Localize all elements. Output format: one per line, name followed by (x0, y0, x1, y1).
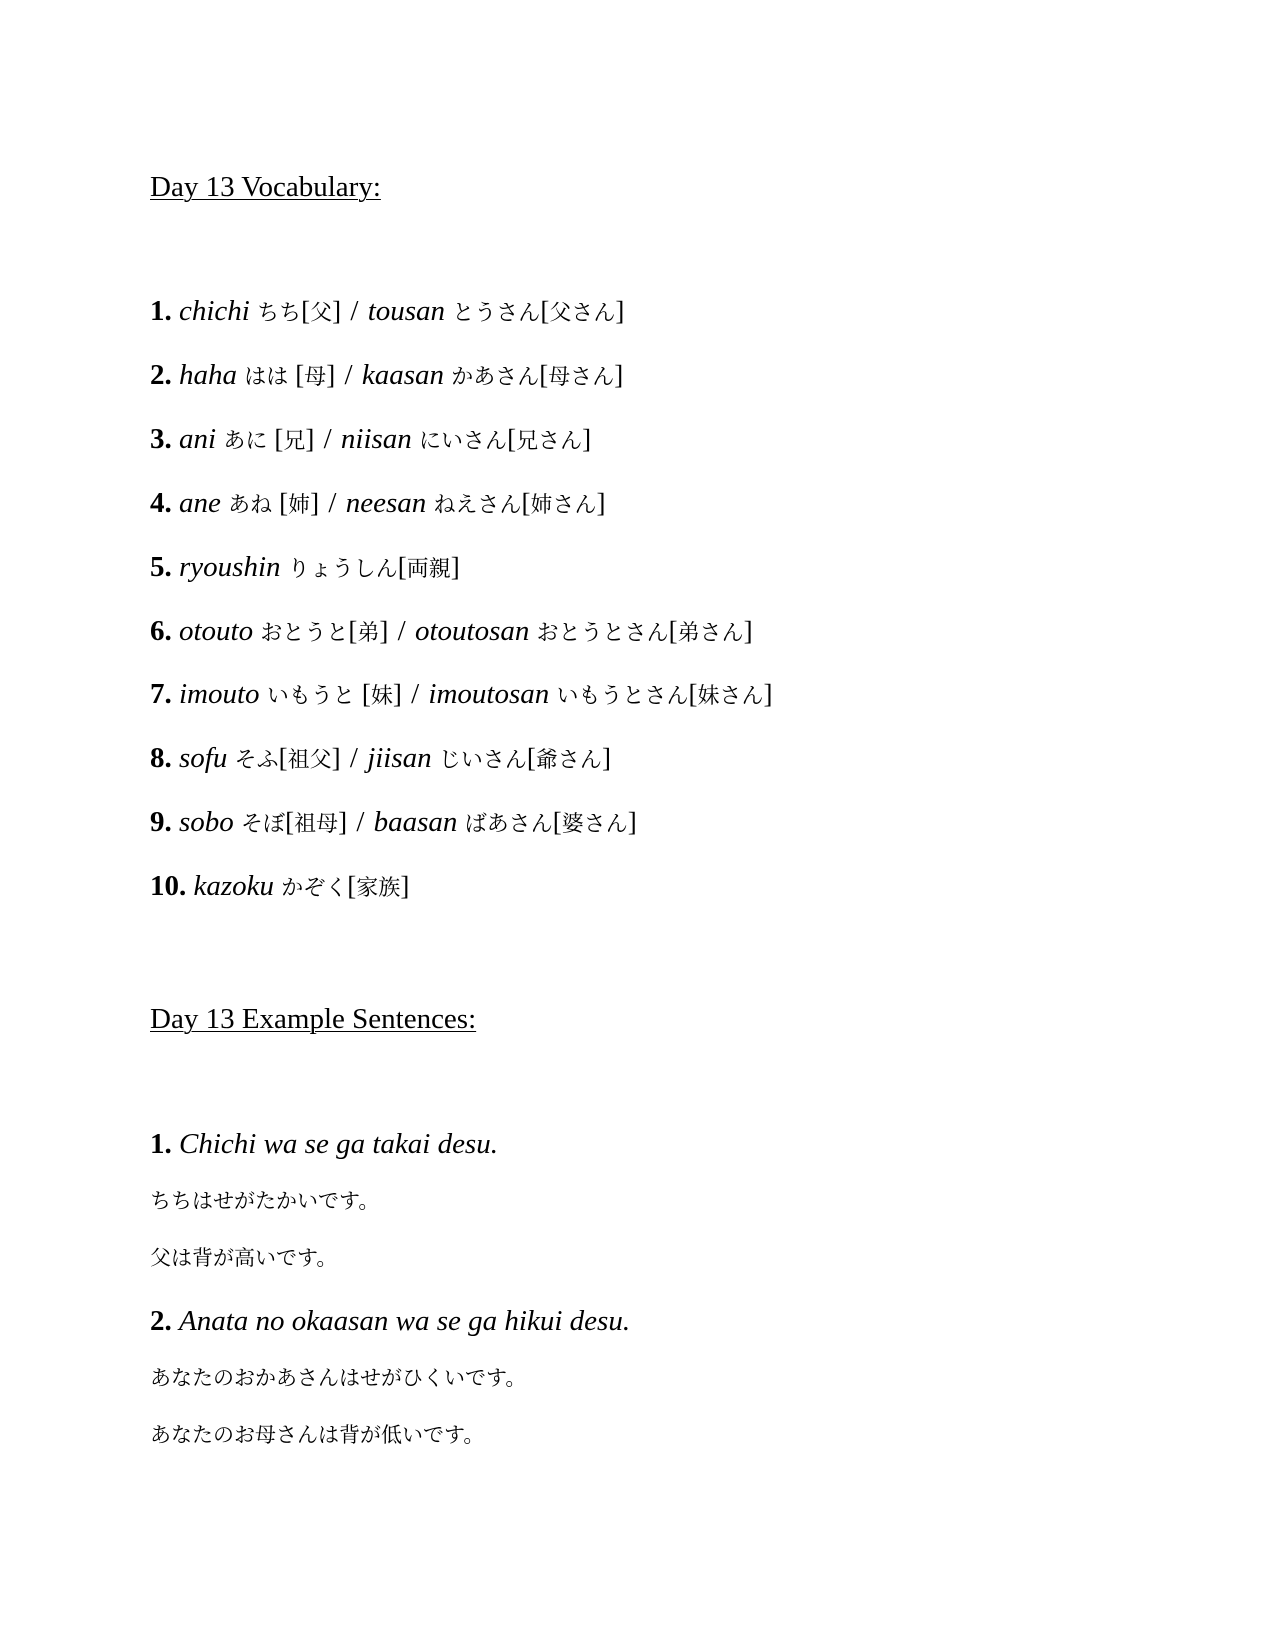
vocab-kana-alt: じいさん (438, 748, 527, 773)
vocab-item: 1. chichi ちち[父] / tousan とうさん[父さん] (150, 295, 625, 327)
vocab-romaji: otouto (179, 615, 254, 647)
vocab-number: 8. (150, 742, 172, 774)
vocab-kanji: 母 (304, 365, 327, 390)
vocab-item: 4. ane あね [姉] / neesan ねえさん[姉さん] (150, 487, 606, 519)
vocab-kanji-alt: 妹さん (697, 684, 764, 709)
example-kana: あなたのおかあさんはせがひくいです。 (150, 1366, 527, 1390)
vocab-romaji-alt: jiisan (367, 742, 432, 774)
vocab-item: 6. otouto おとうと[弟] / otoutosan おとうとさん[弟さん] (150, 615, 753, 647)
example-number: 1. (150, 1128, 172, 1160)
vocab-kanji-alt: 弟さん (677, 621, 744, 646)
vocab-item: 2. haha はは [母] / kaasan かあさん[母さん] (150, 359, 624, 391)
vocab-number: 4. (150, 487, 172, 519)
vocab-kana: あね (228, 493, 280, 518)
vocab-kana: りょうしん (287, 557, 398, 582)
vocab-kana: そぼ (241, 812, 286, 837)
vocab-item: 3. ani あに [兄] / niisan にいさん[兄さん] (150, 423, 592, 455)
vocab-kanji-alt: 婆さん (561, 812, 628, 837)
vocab-item: 5. ryoushin りょうしん[両親] (150, 551, 460, 583)
vocab-item: 8. sofu そふ[祖父] / jiisan じいさん[爺さん] (150, 742, 611, 774)
vocabulary-heading: Day 13 Vocabulary: (150, 171, 381, 203)
vocab-kanji: 祖母 (294, 812, 339, 837)
vocab-kana: そふ (234, 748, 279, 773)
vocab-romaji: chichi (179, 295, 250, 327)
vocab-romaji: sofu (179, 742, 228, 774)
vocab-item: 10. kazoku かぞく[家族] (150, 870, 410, 902)
vocab-kanji: 兄 (283, 429, 306, 454)
vocab-kanji: 妹 (370, 684, 393, 709)
vocab-kana: ちち (257, 301, 302, 326)
vocab-romaji-alt: imoutosan (428, 678, 550, 710)
example-romaji-text: Anata no okaasan wa se ga hikui desu. (179, 1305, 631, 1337)
vocab-kana: はは (244, 365, 296, 390)
vocab-number: 2. (150, 359, 172, 391)
vocab-kana: あに (223, 429, 275, 454)
vocab-number: 6. (150, 615, 172, 647)
vocab-kanji: 姉 (288, 493, 311, 518)
vocab-kanji-alt: 父さん (549, 301, 616, 326)
example-romaji (150, 1307, 630, 1336)
vocab-romaji-alt: niisan (340, 423, 412, 455)
vocab-number: 10. (150, 870, 187, 902)
vocab-kana-alt: かあさん (451, 365, 540, 390)
vocab-romaji: ani (179, 423, 217, 455)
vocab-number: 7. (150, 678, 172, 710)
vocab-romaji: ryoushin (179, 551, 281, 583)
vocab-kanji: 両親 (406, 557, 451, 582)
vocab-kana-alt: にいさん (419, 429, 508, 454)
vocab-kanji-alt: 爺さん (535, 748, 602, 773)
example-kanji: あなたのお母さんは背が低いです。 (150, 1423, 485, 1447)
vocab-kanji: 祖父 (287, 748, 332, 773)
vocab-kana: いもうと (266, 684, 362, 709)
examples-heading: Day 13 Example Sentences: (150, 1003, 477, 1035)
vocab-romaji: imouto (179, 678, 260, 710)
vocab-romaji: kazoku (193, 870, 275, 902)
vocab-romaji: sobo (179, 806, 234, 838)
vocab-romaji: ane (179, 487, 221, 519)
example-romaji (150, 1130, 498, 1159)
vocab-romaji-alt: otoutosan (414, 615, 530, 647)
vocab-number: 5. (150, 551, 172, 583)
vocab-kana-alt: おとうとさん (536, 621, 669, 646)
vocab-romaji-alt: tousan (367, 295, 446, 327)
vocab-item: 9. sobo そぼ[祖母] / baasan ばあさん[婆さん] (150, 806, 637, 838)
example-number: 2. (150, 1305, 172, 1337)
vocab-kana-alt: ばあさん (464, 812, 553, 837)
example-kanji: 父は背が高いです。 (150, 1246, 338, 1270)
vocab-kanji: 弟 (357, 621, 380, 646)
vocab-number: 9. (150, 806, 172, 838)
vocab-romaji: haha (179, 359, 237, 391)
vocab-kanji-alt: 兄さん (516, 429, 583, 454)
vocab-romaji-alt: kaasan (361, 359, 444, 391)
example-kana: ちちはせがたかいです。 (150, 1189, 380, 1213)
vocab-kanji-alt: 母さん (548, 365, 615, 390)
vocab-item: 7. imouto いもうと [妹] / imoutosan いもうとさん[妹さん] (150, 678, 773, 710)
example-romaji-text: Chichi wa se ga takai desu. (179, 1128, 498, 1160)
vocab-kana-alt: とうさん (452, 301, 541, 326)
vocab-kanji: 家族 (356, 876, 401, 901)
vocab-romaji-alt: baasan (373, 806, 458, 838)
vocab-kana: おとうと (260, 621, 349, 646)
vocab-kana-alt: ねえさん (433, 493, 522, 518)
vocab-kana: かぞく (281, 876, 348, 901)
vocab-kanji: 父 (310, 301, 333, 326)
vocab-kana-alt: いもうとさん (556, 684, 689, 709)
vocab-kanji-alt: 姉さん (530, 493, 597, 518)
vocab-romaji-alt: neesan (345, 487, 427, 519)
vocab-number: 1. (150, 295, 172, 327)
vocab-number: 3. (150, 423, 172, 455)
